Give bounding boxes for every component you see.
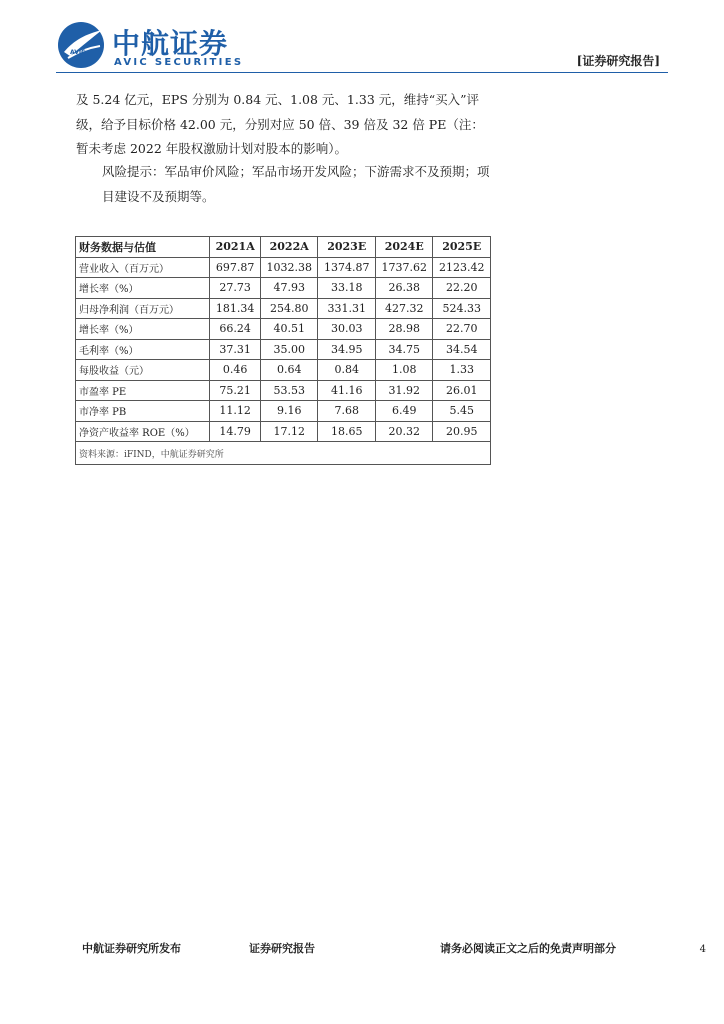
- column-header: 2025E: [433, 237, 491, 258]
- table-cell: 1.33: [433, 360, 491, 381]
- table-cell: 47.93: [260, 278, 318, 299]
- table-cell: 181.34: [210, 298, 261, 319]
- column-header: 2023E: [318, 237, 376, 258]
- table-cell: 2123.42: [433, 257, 491, 278]
- table-cell: 1032.38: [260, 257, 318, 278]
- table-cell: 37.31: [210, 339, 261, 360]
- table-cell: 9.16: [260, 401, 318, 422]
- report-type-tag: [证券研究报告]: [576, 54, 660, 68]
- table-cell: 66.24: [210, 319, 261, 340]
- footer-publisher: 中航证券研究所发布: [82, 942, 181, 955]
- row-label: 营业收入（百万元）: [76, 257, 210, 278]
- table-row: [76, 360, 491, 381]
- header-divider: [56, 72, 668, 73]
- page-number: 4: [699, 944, 706, 955]
- table-cell: 22.20: [433, 278, 491, 299]
- table-cell: 22.70: [433, 319, 491, 340]
- row-label: 市盈率 PE: [76, 380, 210, 401]
- footer-report-type: 证券研究报告: [249, 942, 315, 955]
- table-row: [76, 298, 491, 319]
- table-cell: 28.98: [375, 319, 433, 340]
- row-label: 每股收益（元）: [76, 360, 210, 381]
- table-cell: 75.21: [210, 380, 261, 401]
- table-cell: 254.80: [260, 298, 318, 319]
- risk-text: 风险提示：军品审价风险；军品市场开发风险；下游需求不及预期；项目建设不及预期等。: [102, 164, 490, 204]
- company-logo: [56, 20, 256, 72]
- table-cell: 35.00: [260, 339, 318, 360]
- avic-logo-icon: [56, 20, 106, 70]
- table-cell: 0.46: [210, 360, 261, 381]
- logo-chinese-name: 中航证券: [112, 27, 229, 60]
- table-cell: 40.51: [260, 319, 318, 340]
- column-header: 2024E: [375, 237, 433, 258]
- table-cell: 524.33: [433, 298, 491, 319]
- table-cell: 17.12: [260, 421, 318, 442]
- table-cell: 427.32: [375, 298, 433, 319]
- table-cell: 41.16: [318, 380, 376, 401]
- footer-disclaimer-note: 请务必阅读正文之后的免责声明部分: [440, 942, 616, 955]
- svg-text:AVIC: AVIC: [70, 49, 86, 56]
- table-row: [76, 339, 491, 360]
- table-cell: 20.95: [433, 421, 491, 442]
- logo-english-name: AVIC SECURITIES: [114, 57, 244, 68]
- table-cell: 1374.87: [318, 257, 376, 278]
- financial-forecast-table: [75, 236, 491, 465]
- table-source-note: 资料来源：iFIND，中航证券研究所: [76, 442, 491, 465]
- table-cell: 20.32: [375, 421, 433, 442]
- row-label: 市净率 PB: [76, 401, 210, 422]
- table-cell: 31.92: [375, 380, 433, 401]
- table-cell: 5.45: [433, 401, 491, 422]
- table-cell: 11.12: [210, 401, 261, 422]
- table-row: [76, 380, 491, 401]
- table-cell: 34.54: [433, 339, 491, 360]
- table-cell: 1737.62: [375, 257, 433, 278]
- table-cell: 7.68: [318, 401, 376, 422]
- column-header: 2021A: [210, 237, 261, 258]
- table-cell: 27.73: [210, 278, 261, 299]
- column-header: 2022A: [260, 237, 318, 258]
- row-label: 归母净利润（百万元）: [76, 298, 210, 319]
- table-source-row: [76, 442, 491, 465]
- table-cell: 26.01: [433, 380, 491, 401]
- table-cell: 6.49: [375, 401, 433, 422]
- table-cell: 18.65: [318, 421, 376, 442]
- table-row: [76, 257, 491, 278]
- table-cell: 26.38: [375, 278, 433, 299]
- row-label: 增长率（%）: [76, 278, 210, 299]
- row-label: 增长率（%）: [76, 319, 210, 340]
- table-cell: 34.75: [375, 339, 433, 360]
- valuation-paragraph: 及 5.24 亿元，EPS 分别为 0.84 元、1.08 元、1.33 元，维持“买入”评级，给予目标价格 42.00 元，分别对应 50 倍、39 倍及 32 倍 PE（注：暂未考虑 2022 年股权激励计划对股本的影响）。: [76, 92, 484, 156]
- table-cell: 0.64: [260, 360, 318, 381]
- table-cell: 34.95: [318, 339, 376, 360]
- table-row: [76, 319, 491, 340]
- risk-paragraph: [76, 160, 496, 209]
- table-cell: 697.87: [210, 257, 261, 278]
- table-row: [76, 401, 491, 422]
- table-cell: 30.03: [318, 319, 376, 340]
- table-cell: 1.08: [375, 360, 433, 381]
- table-row: [76, 421, 491, 442]
- table-cell: 331.31: [318, 298, 376, 319]
- table-row: [76, 278, 491, 299]
- column-header: 财务数据与估值: [76, 237, 210, 258]
- row-label: 净资产收益率 ROE（%）: [76, 421, 210, 442]
- row-label: 毛利率（%）: [76, 339, 210, 360]
- table-cell: 0.84: [318, 360, 376, 381]
- table-cell: 14.79: [210, 421, 261, 442]
- table-header-row: [76, 237, 491, 258]
- table-cell: 53.53: [260, 380, 318, 401]
- table-cell: 33.18: [318, 278, 376, 299]
